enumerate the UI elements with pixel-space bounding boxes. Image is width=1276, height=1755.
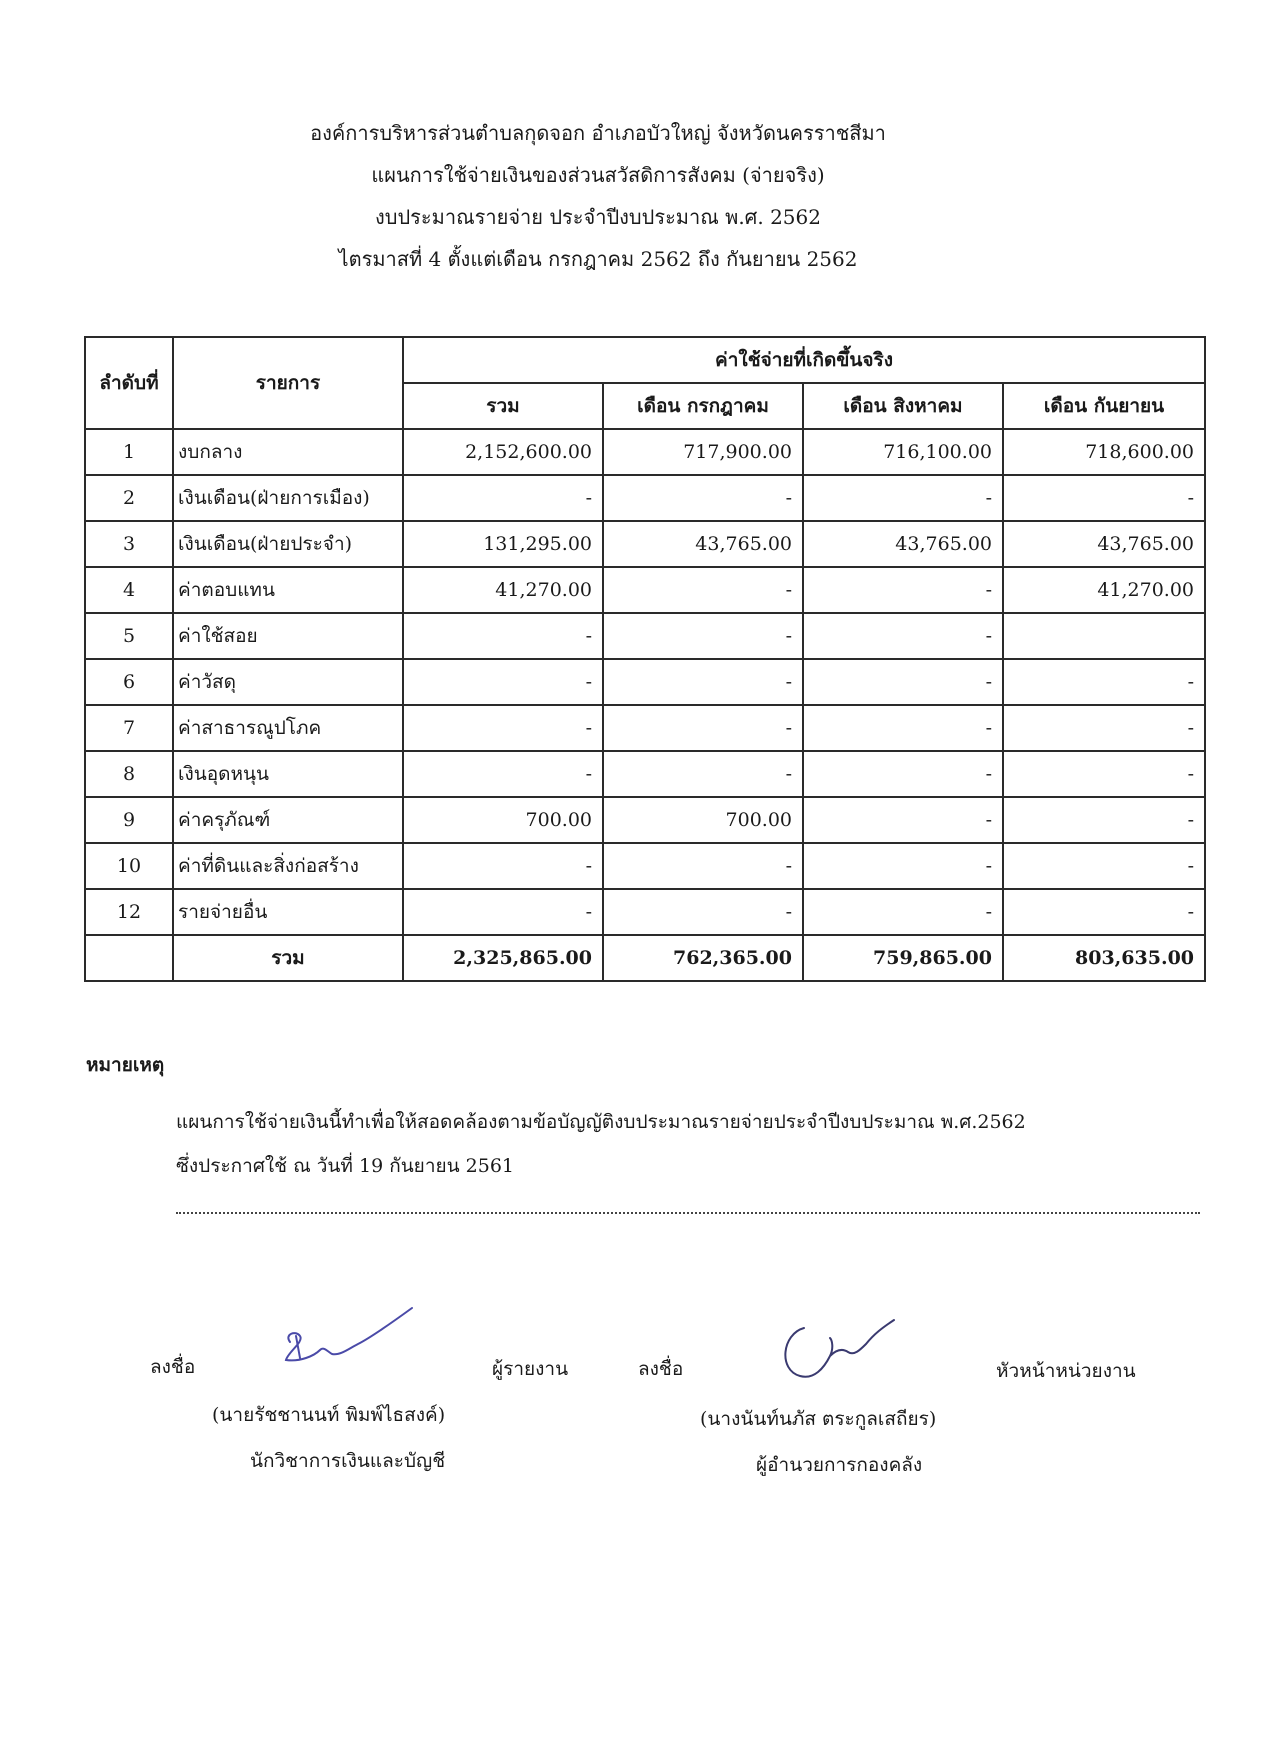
row-no: 10 [85, 843, 173, 889]
remark-line-2: ซึ่งประกาศใช้ ณ วันที่ 19 กันยายน 2561 [176, 1155, 515, 1177]
right-sign-position: ผู้อำนวยการกองคลัง [756, 1454, 923, 1476]
col-header-no: ลำดับที่ [85, 337, 173, 429]
table-total-row [85, 935, 1205, 981]
col-header-item: รายการ [173, 337, 403, 429]
row-no: 2 [85, 475, 173, 521]
table-row [85, 659, 1205, 705]
row-september [1003, 613, 1205, 659]
table-row [85, 751, 1205, 797]
row-item: งบกลาง [173, 429, 403, 475]
row-july: 700.00 [603, 797, 803, 843]
remark-text [176, 1100, 1226, 1188]
table-row [85, 889, 1205, 935]
row-item: เงินเดือน(ฝ่ายการเมือง) [173, 475, 403, 521]
row-july: - [603, 751, 803, 797]
col-header-actual-expenses: ค่าใช้จ่ายที่เกิดขึ้นจริง [403, 337, 1205, 383]
col-header-september: เดือน กันยายน [1003, 383, 1205, 429]
row-total: - [403, 751, 603, 797]
row-no: 3 [85, 521, 173, 567]
row-july: - [603, 705, 803, 751]
row-august: - [803, 567, 1003, 613]
expense-table [84, 336, 1206, 982]
row-item: เงินเดือน(ฝ่ายประจำ) [173, 521, 403, 567]
table-row [85, 567, 1205, 613]
row-no: 12 [85, 889, 173, 935]
row-total: 700.00 [403, 797, 603, 843]
dotted-line [176, 1212, 1200, 1214]
row-september: - [1003, 797, 1205, 843]
row-july: - [603, 843, 803, 889]
col-header-july: เดือน กรกฎาคม [603, 383, 803, 429]
row-july: - [603, 659, 803, 705]
row-august: - [803, 613, 1003, 659]
row-total: - [403, 659, 603, 705]
row-total: - [403, 889, 603, 935]
row-total: - [403, 705, 603, 751]
row-july: - [603, 613, 803, 659]
row-no: 5 [85, 613, 173, 659]
left-sign-role: ผู้รายงาน [492, 1358, 569, 1380]
row-august: - [803, 751, 1003, 797]
row-item: ค่าที่ดินและสิ่งก่อสร้าง [173, 843, 403, 889]
row-no: 8 [85, 751, 173, 797]
row-total: - [403, 843, 603, 889]
total-row-september: 803,635.00 [1003, 935, 1205, 981]
total-row-july: 762,365.00 [603, 935, 803, 981]
row-august: - [803, 659, 1003, 705]
row-september: - [1003, 705, 1205, 751]
row-september: 718,600.00 [1003, 429, 1205, 475]
row-september: - [1003, 843, 1205, 889]
total-row-no-cell [85, 935, 173, 981]
document-header [0, 112, 1276, 280]
row-total: - [403, 613, 603, 659]
row-july: 43,765.00 [603, 521, 803, 567]
row-july: - [603, 567, 803, 613]
row-no: 7 [85, 705, 173, 751]
right-signature-mark [770, 1310, 910, 1390]
remark-title: หมายเหตุ [86, 1054, 165, 1076]
row-item: ค่าตอบแทน [173, 567, 403, 613]
row-august: 43,765.00 [803, 521, 1003, 567]
row-august: - [803, 797, 1003, 843]
remark-line-1: แผนการใช้จ่ายเงินนี้ทำเพื่อให้สอดคล้องตามข้อบัญญัติงบประมาณรายจ่ายประจำปีงบประมาณ พ.ศ.2562 [176, 1111, 1026, 1133]
row-august: - [803, 475, 1003, 521]
col-header-total: รวม [403, 383, 603, 429]
left-sign-position: นักวิชาการเงินและบัญชี [250, 1450, 446, 1472]
row-july: 717,900.00 [603, 429, 803, 475]
table-row [85, 475, 1205, 521]
table-row [85, 521, 1205, 567]
row-september: 41,270.00 [1003, 567, 1205, 613]
row-september: - [1003, 475, 1205, 521]
row-total: 131,295.00 [403, 521, 603, 567]
row-no: 4 [85, 567, 173, 613]
row-no: 6 [85, 659, 173, 705]
row-item: ค่าครุภัณฑ์ [173, 797, 403, 843]
row-september: - [1003, 751, 1205, 797]
row-total: 41,270.00 [403, 567, 603, 613]
table-row [85, 843, 1205, 889]
col-header-august: เดือน สิงหาคม [803, 383, 1003, 429]
header-quarter: ไตรมาสที่ 4 ตั้งแต่เดือน กรกฎาคม 2562 ถึง กันยายน 2562 [338, 247, 858, 271]
left-signature-mark [270, 1300, 420, 1380]
row-item: ค่าใช้สอย [173, 613, 403, 659]
table-row [85, 613, 1205, 659]
table-row [85, 429, 1205, 475]
table-row [85, 797, 1205, 843]
right-sign-label: ลงชื่อ [638, 1358, 684, 1380]
row-july: - [603, 889, 803, 935]
row-no: 9 [85, 797, 173, 843]
total-row-label: รวม [173, 935, 403, 981]
header-organization: องค์การบริหารส่วนตำบลกุดจอก อำเภอบัวใหญ่ จังหวัดนครราชสีมา [310, 121, 886, 145]
header-budget-year: งบประมาณรายจ่าย ประจำปีงบประมาณ พ.ศ. 2562 [375, 205, 821, 229]
left-sign-name: (นายรัชชานนท์ พิมพ์ไธสงค์) [212, 1404, 446, 1426]
row-item: รายจ่ายอื่น [173, 889, 403, 935]
row-september: - [1003, 659, 1205, 705]
row-total: 2,152,600.00 [403, 429, 603, 475]
left-sign-label: ลงชื่อ [150, 1356, 196, 1378]
row-no: 1 [85, 429, 173, 475]
header-plan-title: แผนการใช้จ่ายเงินของส่วนสวัสดิการสังคม (จ่ายจริง) [371, 163, 825, 187]
row-item: ค่าสาธารณูปโภค [173, 705, 403, 751]
table-row [85, 705, 1205, 751]
row-august: - [803, 705, 1003, 751]
row-august: - [803, 843, 1003, 889]
row-september: 43,765.00 [1003, 521, 1205, 567]
row-september: - [1003, 889, 1205, 935]
total-row-total: 2,325,865.00 [403, 935, 603, 981]
row-total: - [403, 475, 603, 521]
total-row-august: 759,865.00 [803, 935, 1003, 981]
row-july: - [603, 475, 803, 521]
row-august: - [803, 889, 1003, 935]
row-item: เงินอุดหนุน [173, 751, 403, 797]
row-item: ค่าวัสดุ [173, 659, 403, 705]
right-sign-role: หัวหน้าหน่วยงาน [996, 1360, 1136, 1382]
row-august: 716,100.00 [803, 429, 1003, 475]
right-sign-name: (นางนันท์นภัส ตระกูลเสถียร) [700, 1408, 937, 1430]
